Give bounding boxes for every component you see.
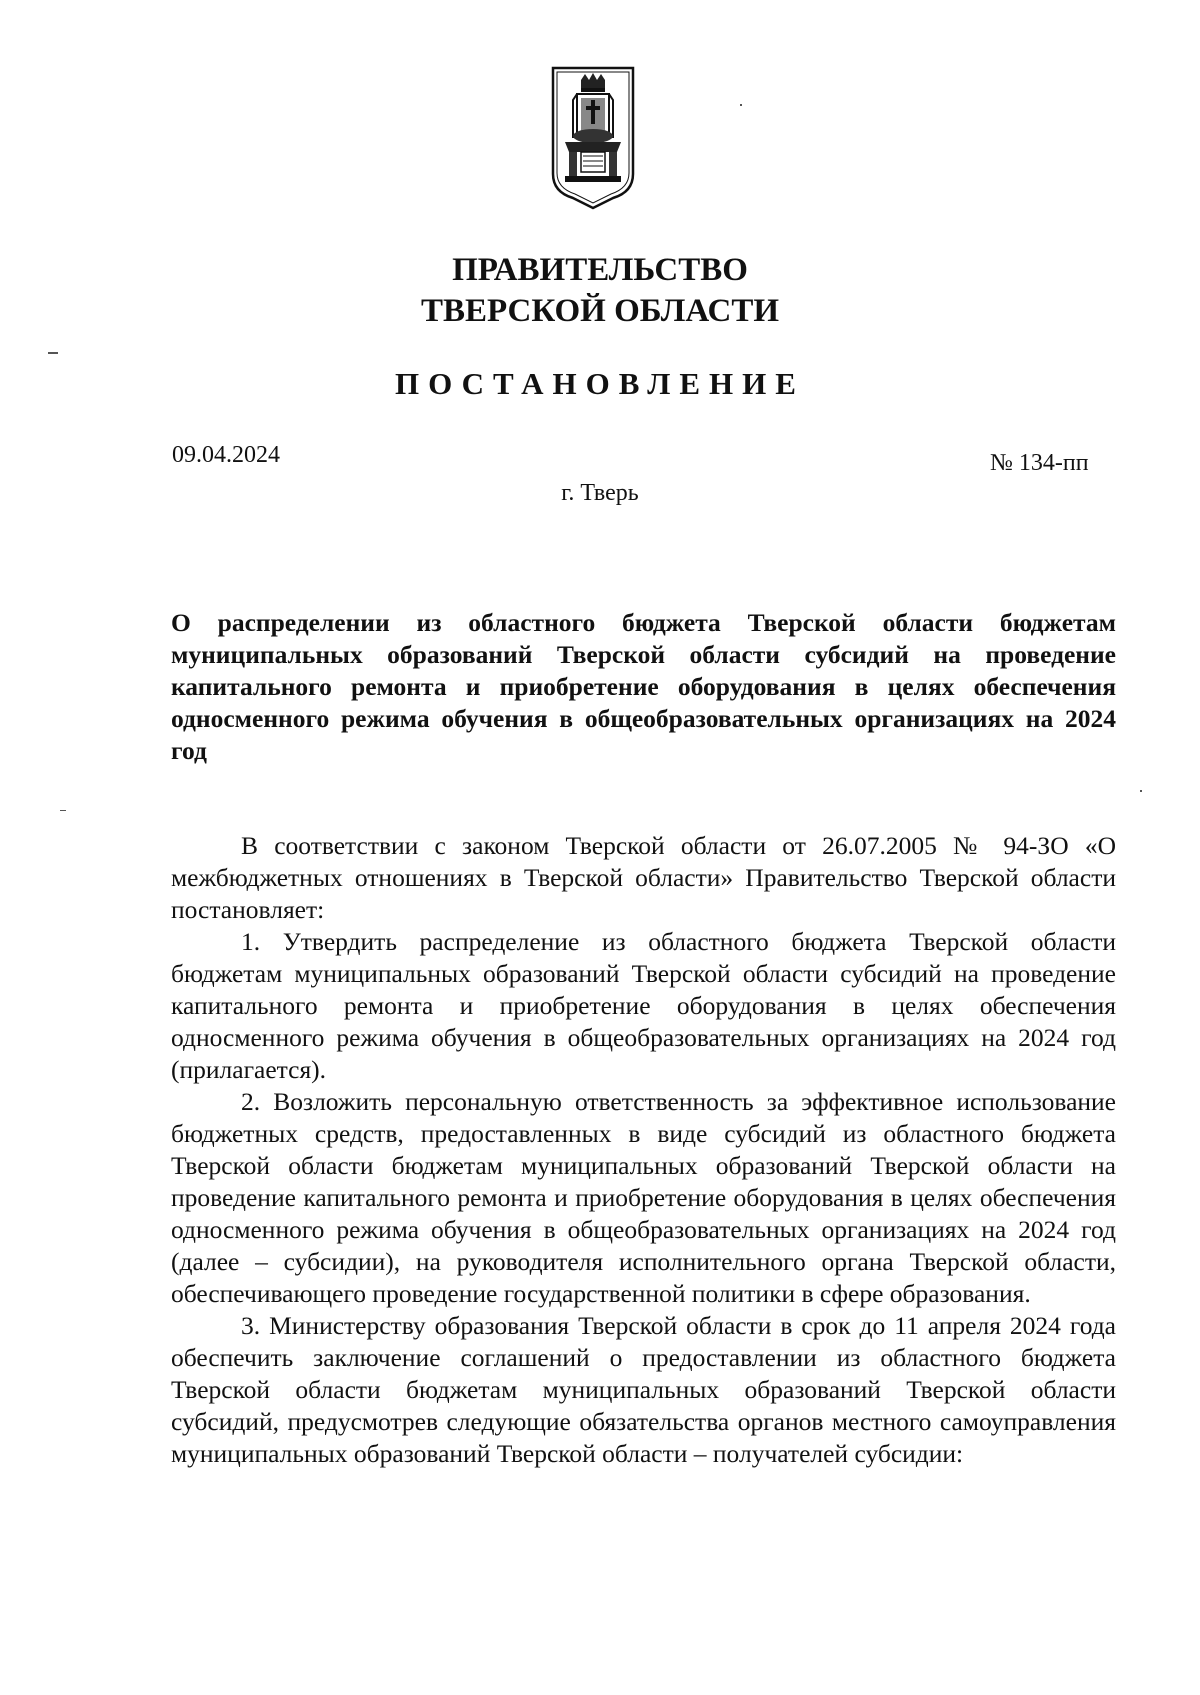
- scan-speck: [48, 352, 58, 354]
- body-item-1: 1. Утвердить распределение из областного бюджета Тверской области бюджетам муниципальных образований Тверской области субсидий на проведение капитального ремонта и приобретение оборудования в целях обеспечения односменного режима обучения в общеобразовательных организациях на 2024 год (прилагается).: [171, 927, 1116, 1084]
- document-city: г. Тверь: [561, 480, 639, 506]
- scan-speck: [1140, 790, 1142, 792]
- government-title-line2: ТВЕРСКОЙ ОБЛАСТИ: [420, 293, 780, 329]
- scan-speck: [60, 810, 66, 811]
- scan-speck: [740, 104, 742, 106]
- document-number: № 134-пп: [990, 450, 1089, 476]
- document-date: 09.04.2024: [172, 442, 280, 468]
- body-item-3: 3. Министерству образования Тверской области в срок до 11 апреля 2024 года обеспечить заключение соглашений о предоставлении из областного бюджета Тверской области бюджетам муниципальных образований Тверской области субсидий, предусмотрев следующие обязательства органов местного самоуправления муниципальных образований Тверской области – получателей субсидии:: [171, 1311, 1116, 1468]
- document-subject: О распределении из областного бюджета Тверской области бюджетам муниципальных образований Тверской области субсидий на проведение капитального ремонта и приобретение оборудования в целях обеспечения односменного режима обучения в общеобразовательных организациях на 2024 год: [171, 608, 1116, 765]
- body-item-2: 2. Возложить персональную ответственность за эффективное использование бюджетных средств, предоставленных в виде субсидий из областного бюджета Тверской области бюджетам муниципальных образований Тверской области на проведение капитального ремонта и приобретение оборудования в целях обеспечения односменного режима обучения в общеобразовательных организациях на 2024 год (далее – субсидии), на руководителя исполнительного органа Тверской области, обеспечивающего проведение государственной политики в сфере образования.: [171, 1087, 1116, 1308]
- document-type: ПОСТАНОВЛЕНИЕ: [395, 366, 805, 401]
- tver-coat-of-arms-icon: [551, 66, 635, 210]
- government-title: [0, 250, 1200, 332]
- document-body: [171, 830, 1116, 1470]
- government-title-line1: ПРАВИТЕЛЬСТВО: [452, 252, 748, 288]
- body-intro: В соответствии с законом Тверской области от 26.07.2005 № 94-ЗО «О межбюджетных отношениях в Тверской области» Правительство Тверской области постановляет:: [171, 831, 1116, 924]
